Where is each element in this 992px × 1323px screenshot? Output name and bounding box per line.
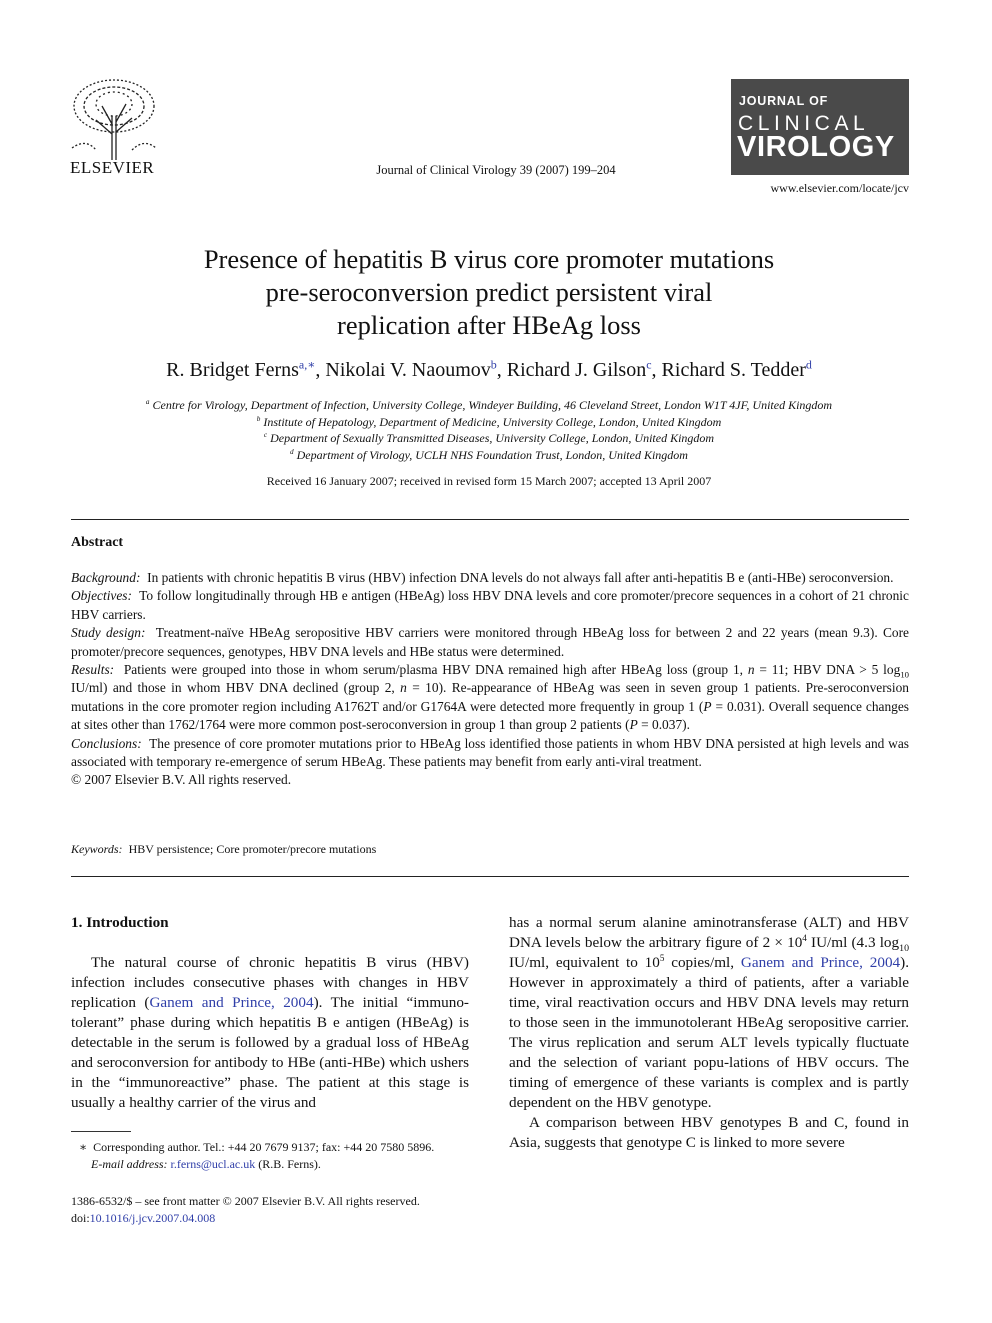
abstract-text: = 11; HBV DNA > 5 log bbox=[754, 662, 901, 678]
abstract-label: Results: bbox=[71, 662, 115, 678]
spacer bbox=[71, 933, 469, 953]
author-name: Richard S. Tedder bbox=[661, 359, 806, 381]
subscript: 10 bbox=[900, 669, 910, 680]
abstract-text: = 0.031). Overall sequence changes at sites other than 1762/1764 were more common post-seroconversion in group 1 than group 2 patients ( bbox=[71, 698, 910, 733]
footnote-mark: ∗ bbox=[79, 1140, 88, 1154]
email-link[interactable]: r.ferns@ucl.ac.uk bbox=[170, 1157, 256, 1171]
abstract-text: In patients with chronic hepatitis B virus (HBV) infection DNA levels do not always fall after anti-hepatitis B e (anti-HBe) seroconversion. bbox=[147, 570, 894, 585]
author-name: Richard J. Gilson bbox=[506, 359, 647, 381]
title-line-2: pre-seroconversion predict persistent viral bbox=[265, 277, 713, 307]
author-separator: , bbox=[496, 359, 507, 381]
affiliation-text: Centre for Virology, Department of Infection, University College, Windeyer Building, 46 Cleveland Street, London W1T 4JF, United Kingdom bbox=[152, 398, 833, 412]
footnote-rule bbox=[71, 1131, 131, 1132]
author-list bbox=[0, 359, 978, 382]
author-affil-mark[interactable]: b bbox=[490, 357, 497, 372]
doi-link[interactable]: 10.1016/j.jcv.2007.04.008 bbox=[89, 1211, 216, 1225]
footnote-text: Corresponding author. Tel.: +44 20 7679 9137; fax: +44 20 7580 5896. bbox=[93, 1140, 435, 1154]
abstract-text: Treatment-naïve HBeAg seropositive HBV carriers were monitored through HBeAg loss for between 2 and 22 years (mean 9.3). Core promoter/precore sequences, genotypes, HBV DNA levels and HBe status were determined. bbox=[71, 625, 909, 659]
body-text: ). The initial “immuno-tolerant” phase during which hepatitis B e antigen (HBeAg) is detectable in the serum is followed by a gradual loss of HBeAg and seroconversion for antibody to HBe (anti-HBe) which ushers in the “immunoreactive” phase. The patient at this stage is usually a healthy carrier of the virus and bbox=[71, 994, 469, 1111]
abstract-label: Background: bbox=[71, 570, 141, 585]
affiliation-text: Institute of Hepatology, Department of Medicine, University College, London, United Kingdom bbox=[263, 415, 722, 429]
email-label: E-mail address: bbox=[91, 1157, 168, 1171]
citation-link[interactable]: Ganem and Prince, 2004 bbox=[740, 954, 901, 971]
title-line-3: replication after HBeAg loss bbox=[337, 310, 641, 340]
title-line-1: Presence of hepatitis B virus core promoter mutations bbox=[203, 244, 775, 274]
author-separator: , bbox=[315, 359, 326, 381]
footnote bbox=[71, 1139, 471, 1173]
affiliation-mark: c bbox=[263, 431, 268, 439]
body-text: The natural course of chronic hepatitis B virus (HBV) infection includes consecutive phases with changes in HBV replication ( bbox=[71, 954, 469, 1011]
journal-url[interactable]: www.elsevier.com/locate/jcv bbox=[770, 181, 909, 195]
abstract-text: The presence of core promoter mutations prior to HBeAg loss identified those patients in whom HBV DNA persisted at high levels and was associated with temporary re-emergence of serum HBeAg. These patients may benefit from early anti-viral treatment. bbox=[71, 735, 909, 770]
affiliation-text: Department of Virology, UCLH NHS Foundation Trust, London, United Kingdom bbox=[296, 448, 688, 462]
body-text: ). However in approximately a third of patients, after a variable time, viral reactivation occurs and HBV DNA levels may return to those seen in the immunotolerant HBeAg seropositive carrier. The virus replication and serum ALT levels typically fluctuate and the selection of variant popu-lations of HBV occurs. The timing of emergence of these variants is complex and is partly dependent on the HBV genotype. bbox=[509, 954, 909, 1111]
abstract-text: = 0.037). bbox=[637, 717, 690, 733]
italic-n: n bbox=[400, 680, 407, 696]
italic-p: P bbox=[703, 698, 712, 714]
author-affil-mark[interactable]: d bbox=[805, 357, 812, 372]
footnote-email bbox=[71, 1156, 471, 1173]
left-column bbox=[71, 913, 469, 1113]
abstract-results bbox=[71, 661, 909, 735]
body-text: has a normal serum alanine aminotransferase (ALT) and HBV DNA levels below the arbitrary figure of 2 × 10 bbox=[509, 914, 909, 951]
section-heading: 1. Introduction bbox=[71, 914, 169, 931]
author-name: R. Bridget Ferns bbox=[166, 359, 299, 381]
doi-label: doi: bbox=[71, 1211, 90, 1225]
abstract-text: IU/ml) and those in whom HBV DNA declined (group 2, bbox=[71, 680, 401, 696]
keywords bbox=[71, 842, 376, 857]
abstract-heading: Abstract bbox=[71, 535, 124, 550]
keywords-text: HBV persistence; Core promoter/precore mutations bbox=[128, 842, 377, 856]
italic-n: n bbox=[747, 662, 755, 678]
journal-logo-line1: JOURNAL OF bbox=[739, 94, 829, 108]
body-text: copies/ml, bbox=[664, 954, 741, 971]
abstract-text: Patients were grouped into those in whom serum/plasma HBV DNA remained high after HBeAg loss (group 1, bbox=[123, 662, 748, 678]
abstract-text: = 10). Re-appearance of HBeAg was seen in seven group 1 patients. Pre-seroconversion mutations in the core promoter region including A1762T and/or G1764A were detected more frequently in group 1 ( bbox=[71, 680, 909, 714]
journal-logo-line2: CLINICAL bbox=[738, 112, 870, 135]
journal-reference: Journal of Clinical Virology 39 (2007) 199–204 bbox=[376, 163, 616, 177]
author-affil-mark[interactable]: a,∗ bbox=[298, 357, 316, 372]
author-separator: , bbox=[651, 359, 662, 381]
body-text: IU/ml, equivalent to 10 bbox=[509, 954, 660, 971]
abstract-copyright: © 2007 Elsevier B.V. All rights reserved. bbox=[71, 772, 292, 788]
abstract-body bbox=[71, 569, 909, 790]
divider-bottom bbox=[71, 876, 909, 877]
doi-line bbox=[71, 1210, 420, 1227]
keywords-label: Keywords: bbox=[71, 842, 123, 856]
journal-logo bbox=[731, 79, 909, 175]
affiliation-b bbox=[0, 415, 978, 430]
author-affil-mark[interactable]: c bbox=[646, 357, 652, 372]
italic-p: P bbox=[629, 717, 638, 733]
footnote-corresponding bbox=[71, 1139, 471, 1156]
citation-link[interactable]: Ganem and Prince, 2004 bbox=[149, 994, 314, 1011]
divider-top bbox=[71, 519, 909, 520]
intro-paragraph-3: A comparison between HBV genotypes B and C, found in Asia, suggests that genotype C is linked to more severe bbox=[509, 1114, 909, 1151]
abstract-study-design bbox=[71, 624, 909, 661]
abstract-label: Objectives: bbox=[71, 588, 132, 604]
publisher-name: ELSEVIER bbox=[70, 158, 155, 177]
issn-line: 1386-6532/$ – see front matter © 2007 Elsevier B.V. All rights reserved. bbox=[71, 1194, 420, 1208]
abstract-label: Conclusions: bbox=[71, 735, 142, 751]
body-text: IU/ml (4.3 log bbox=[806, 934, 900, 951]
abstract-background bbox=[71, 569, 909, 587]
right-column bbox=[509, 913, 909, 1153]
affiliation-mark: b bbox=[256, 415, 261, 423]
subscript: 10 bbox=[899, 943, 909, 955]
superscript: 5 bbox=[659, 952, 665, 963]
author-name: Nikolai V. Naoumov bbox=[325, 359, 491, 381]
journal-logo-line3: VIROLOGY bbox=[737, 131, 895, 163]
affiliation-mark: d bbox=[290, 448, 294, 456]
affiliation-mark: a bbox=[145, 398, 150, 406]
abstract-label: Study design: bbox=[71, 625, 146, 641]
intro-paragraph-1 bbox=[71, 953, 469, 1113]
article-title bbox=[0, 243, 978, 342]
abstract-objectives bbox=[71, 587, 909, 624]
affiliation-c bbox=[0, 431, 978, 446]
superscript: 4 bbox=[802, 932, 807, 943]
affiliation-a bbox=[0, 398, 978, 413]
front-matter bbox=[71, 1193, 420, 1227]
abstract-conclusions bbox=[71, 735, 909, 772]
affiliation-d bbox=[0, 448, 978, 463]
affiliation-text: Department of Sexually Transmitted Diseases, University College, London, United Kingdom bbox=[270, 431, 715, 445]
intro-paragraph-2 bbox=[509, 913, 909, 1113]
email-suffix: (R.B. Ferns). bbox=[255, 1157, 321, 1171]
received-dates: Received 16 January 2007; received in revised form 15 March 2007; accepted 13 April 2007 bbox=[266, 474, 712, 488]
abstract-text: To follow longitudinally through HB e antigen (HBeAg) loss HBV DNA levels and core promoter/precore sequences in a cohort of 21 chronic HBV carriers. bbox=[71, 588, 909, 622]
